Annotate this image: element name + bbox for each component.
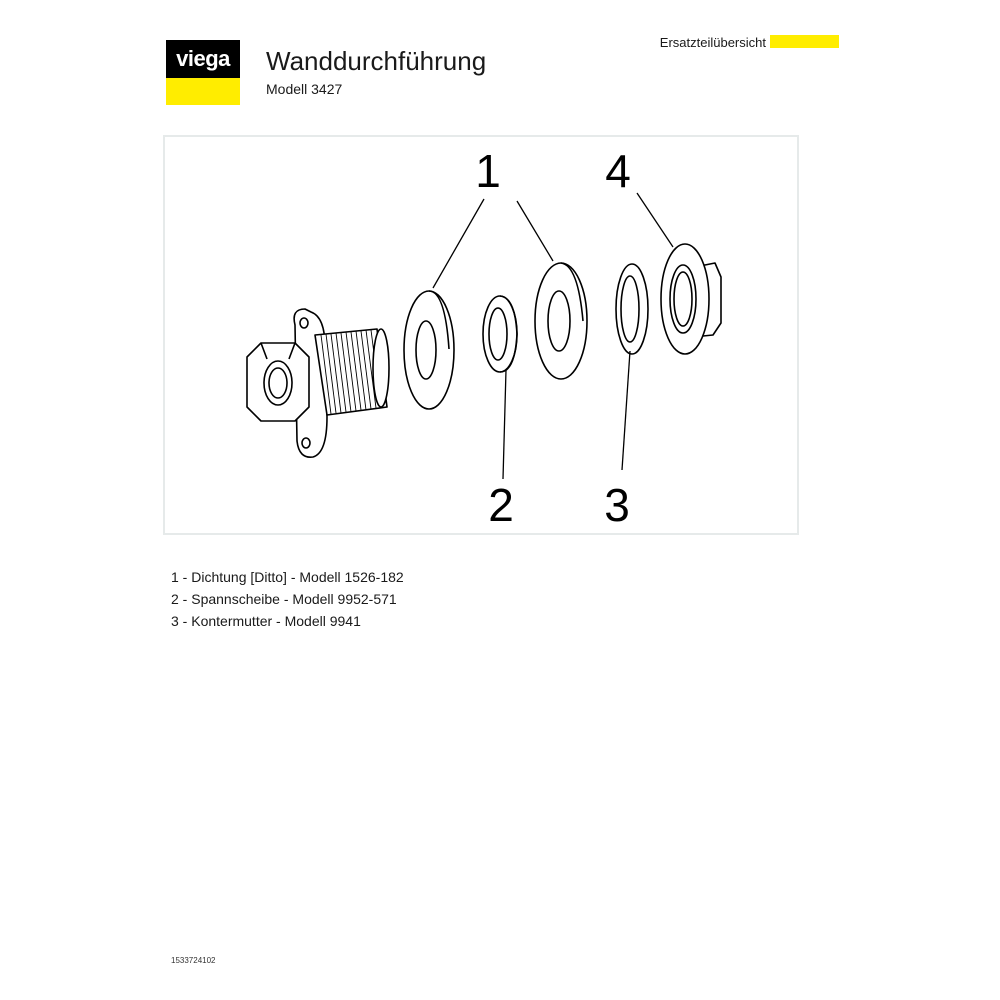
wall-fitting-body-drawing [247,309,389,457]
parts-list-item: 2 - Spannscheibe - Modell 9952-571 [171,591,397,607]
leader-line-1a [433,199,484,288]
viega-logo [166,40,240,105]
leader-line-3 [622,351,630,470]
callout-1: 1 [475,145,501,197]
parts-list-item: 1 - Dichtung [Ditto] - Modell 1526-182 [171,569,404,585]
document-number: 1533724102 [171,956,216,965]
document-type-marker [770,35,839,48]
callout-4: 4 [605,145,631,197]
logo-wordmark: viega [166,40,240,78]
exploded-view-drawing [165,137,797,533]
parts-list-item: 3 - Kontermutter - Modell 9941 [171,613,361,629]
model-subtitle: Modell 3427 [266,81,343,97]
callout-2: 2 [488,479,514,531]
gasket-second-drawing [535,263,587,379]
counter-nut-drawing [661,244,721,354]
document-type-label: Ersatzteilübersicht [659,35,766,50]
page-title: Wanddurchführung [266,46,487,76]
logo-yellow-band [166,78,240,105]
gasket-large-drawing [404,291,454,409]
callout-3: 3 [604,479,630,531]
clamping-washer-drawing [483,296,517,372]
lock-ring-drawing [616,264,648,354]
leader-line-2 [503,370,506,479]
leader-line-4 [637,193,673,247]
exploded-view-frame [163,135,799,535]
leader-line-1b [517,201,553,261]
parts-list [171,566,404,632]
